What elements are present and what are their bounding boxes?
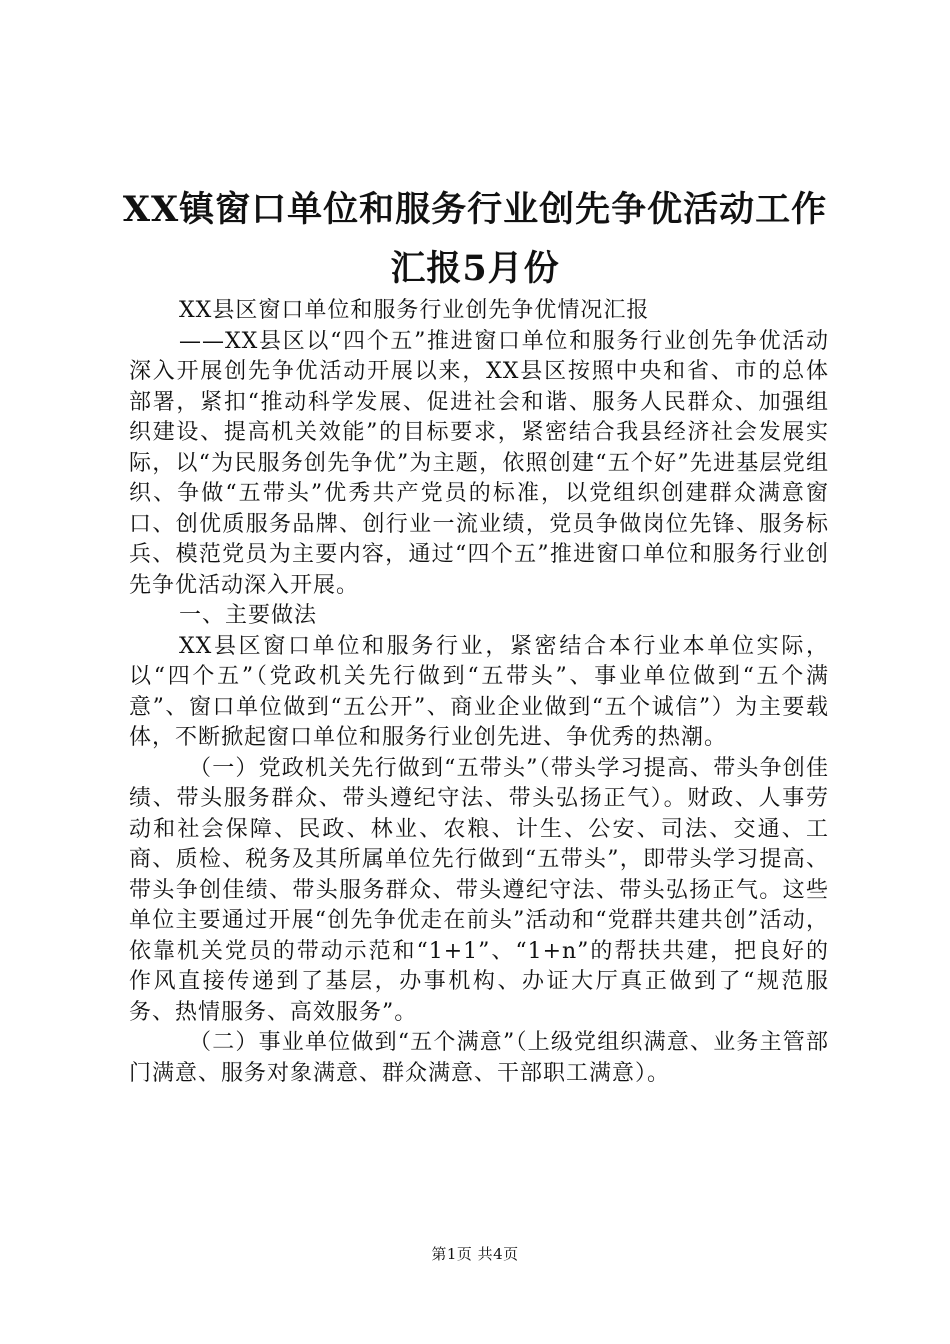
page-footer: 第1页 共4页	[431, 1245, 519, 1263]
document-body	[129, 296, 829, 1089]
title-line-1: XX镇窗口单位和服务行业创先争优活动工作	[122, 189, 828, 230]
document-title	[118, 180, 832, 298]
report-subtitle: XX县区窗口单位和服务行业创先争优情况汇报	[179, 298, 650, 323]
body-paragraph: （二）事业单位做到“五个满意”（上级党组织满意、业务主管部门满意、服务对象满意、群众满意、干部职工满意）。	[129, 1030, 829, 1086]
title-line-2: 汇报5月份	[390, 248, 560, 289]
body-paragraph: （一）党政机关先行做到“五带头”（带头学习提高、带头争创佳绩、带头服务群众、带头遵纪守法、带头弘扬正气）。财政、人事劳动和社会保障、民政、林业、农粮、计生、公安、司法、交通、工商、质检、税务及其所属单位先行做到“五带头”，即带头学习提高、带头争创佳绩、带头服务群众、带头遵纪守法、带头弘扬正气。这些单位主要通过开展“创先争优走在前头”活动和“党群共建共创”活动，依靠机关党员的带动示范和“1+1”、“1+n”的帮扶共建，把良好的作风直接传递到了基层，办事机构、办证大厅真正做到了“规范服务、热情服务、高效服务”。	[129, 755, 829, 1025]
intro-paragraph: ——XX县区以“四个五”推进窗口单位和服务行业创先争优活动深入开展创先争优活动开展以来，XX县区按照中央和省、市的总体部署，紧扣“推动科学发展、促进社会和谐、服务人民群众、加强组织建设、提高机关效能”的目标要求，紧密结合我县经济社会发展实际，以“为民服务创先争优”为主题，依照创建“五个好”先进基层党组织、争做“五带头”优秀共产党员的标准，以党组织创建群众满意窗口、创优质服务品牌、创行业一流业绩，党员争做岗位先锋、服务标兵、模范党员为主要内容，通过“四个五”推进窗口单位和服务行业创先争优活动深入开展。	[129, 328, 829, 598]
section-heading: 一、主要做法	[179, 603, 318, 628]
body-paragraph: XX县区窗口单位和服务行业，紧密结合本行业本单位实际，以“四个五”（党政机关先行做到“五带头”、事业单位做到“五个满意”、窗口单位做到“五公开”、商业企业做到“五个诚信”）为主要载体，不断掀起窗口单位和服务行业创先进、争优秀的热潮。	[129, 633, 829, 750]
